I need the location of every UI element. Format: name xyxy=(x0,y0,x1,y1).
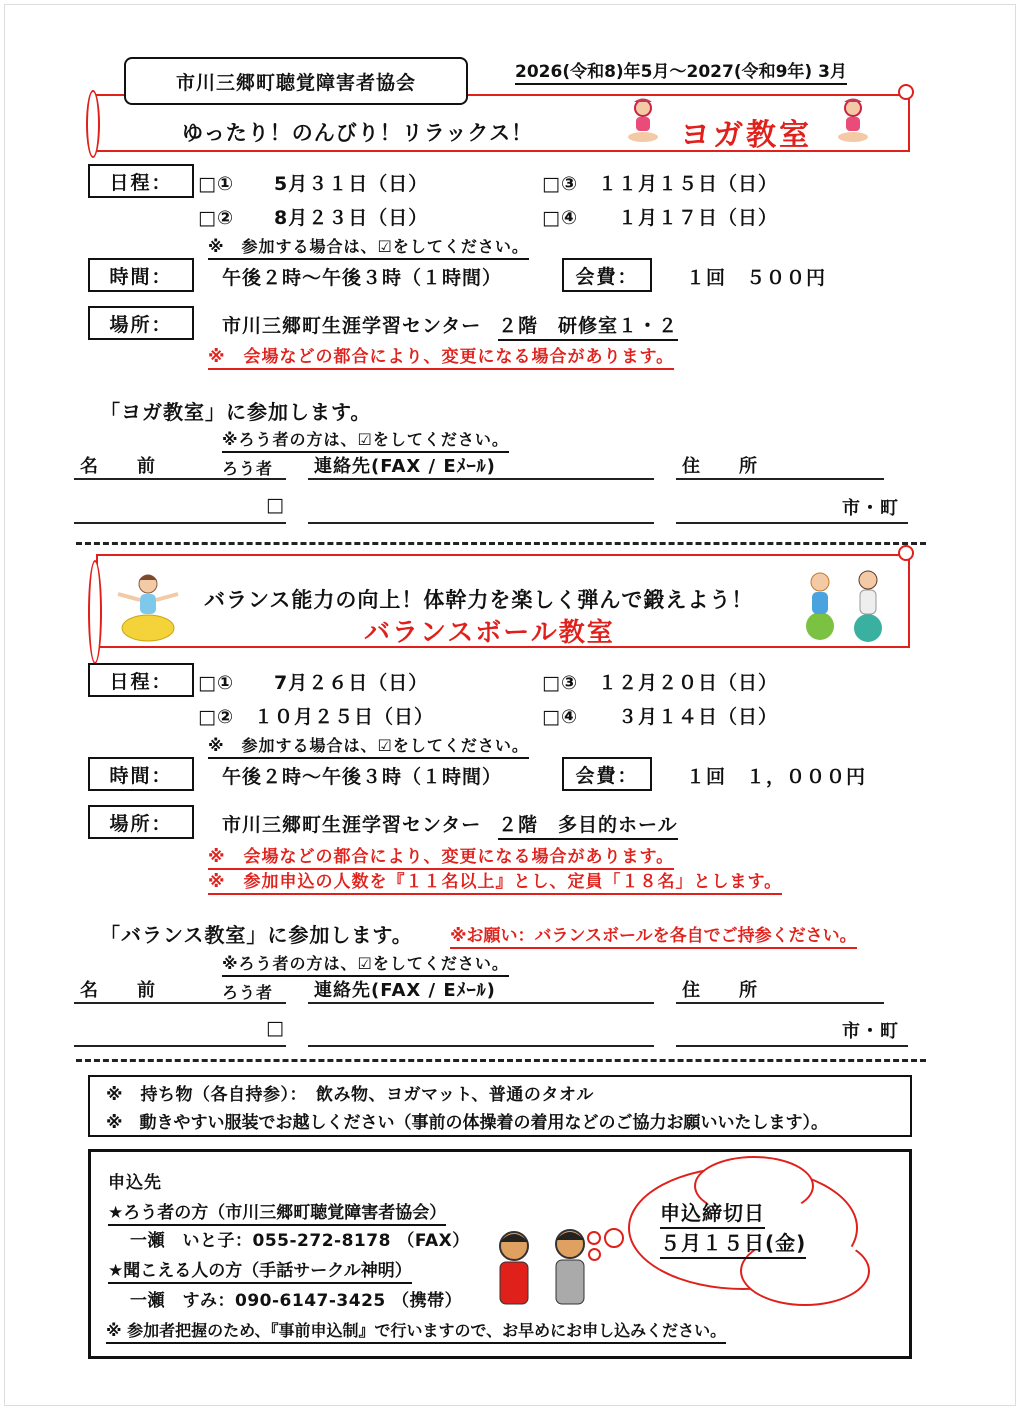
yoga-col-contact: 連絡先(FAX / Eﾒｰﾙ) xyxy=(314,456,496,477)
yoga-contact-input-line[interactable] xyxy=(308,522,654,524)
yoga-city-label: 市・町 xyxy=(842,498,899,519)
yoga-date-3[interactable]: □③ １１月１５日（日） xyxy=(542,173,779,195)
balance-col-address: 住 所 xyxy=(682,980,758,1001)
yoga-place-label: 場所： xyxy=(88,306,194,340)
balance-pair-icon xyxy=(796,566,896,646)
balance-time-label: 時間： xyxy=(88,757,194,791)
scroll-curl-right xyxy=(898,84,914,100)
balance-fee-label: 会費： xyxy=(562,757,652,791)
balance-name-input-line[interactable] xyxy=(74,1045,286,1047)
apply-hearing-heading: ★聞こえる人の方（手話サークル神明） xyxy=(108,1256,412,1284)
apply-title: 申込先 xyxy=(108,1173,162,1193)
yoga-fee-label: 会費： xyxy=(562,258,652,292)
balance-date-3[interactable]: □③ １２月２０日（日） xyxy=(542,672,779,694)
balance-contact-input-line[interactable] xyxy=(308,1045,654,1047)
balance-request: ※お願い：バランスボールを各自でご持参ください。 xyxy=(450,921,857,949)
balance-title: バランスボール教室 xyxy=(364,618,615,648)
balance-col-deaf: ろう者 xyxy=(222,983,274,1002)
yoga-warning: ※ 会場などの都合により、変更になる場合があります。 xyxy=(208,342,674,370)
yoga-check-note: ※ 参加する場合は、☑をしてください。 xyxy=(208,234,529,260)
apply-note: ※ 参加者把握のため、『事前申込制』で行いますので、お早めにお申し込みください。 xyxy=(106,1318,726,1344)
balance-place-name: 市川三郷町生涯学習センター xyxy=(222,814,482,836)
balance-fee-value: １回 １，０００円 xyxy=(686,766,867,788)
yoga-date-1[interactable]: □① 5月３１日（日） xyxy=(198,173,429,195)
note-belongings: ※ 持ち物（各自持参）： 飲み物、ヨガマット、普通のタオル xyxy=(106,1085,594,1105)
balance-warning-2: ※ 参加申込の人数を『１１名以上』とし、定員「１８名」とします。 xyxy=(208,867,782,895)
scroll-curl-right-2 xyxy=(898,545,914,561)
yoga-col-address: 住 所 xyxy=(682,456,758,477)
balance-header-line-3 xyxy=(676,1002,884,1004)
balance-deaf-note: ※ろう者の方は、☑をしてください。 xyxy=(222,951,509,977)
balance-time-value: 午後２時～午後３時（１時間） xyxy=(222,766,503,788)
balance-date-4[interactable]: □④ ３月１４日（日） xyxy=(542,706,779,728)
yoga-date-2[interactable]: □② 8月２３日（日） xyxy=(198,207,429,229)
yoga-header-line-1 xyxy=(74,478,286,480)
yoga-schedule-label: 日程： xyxy=(88,164,194,198)
yoga-header-line-2 xyxy=(308,478,654,480)
balance-catchphrase: バランス能力の向上！体幹力を楽しく弾んで鍛えよう！ xyxy=(204,588,754,612)
period: 2026(令和8)年5月～2027(令和9年) 3月 xyxy=(515,57,847,85)
balance-join-text: 「バランス教室」に参加します。 xyxy=(100,923,413,947)
balance-schedule-label: 日程： xyxy=(88,663,194,697)
deadline-cloud-bubble-2 xyxy=(588,1248,601,1261)
balance-header-line-2 xyxy=(308,1002,654,1004)
balance-city-label: 市・町 xyxy=(842,1021,899,1042)
cut-line-2 xyxy=(76,1059,926,1062)
yoga-deaf-note: ※ろう者の方は、☑をしてください。 xyxy=(222,427,509,453)
scroll-curl-left-2 xyxy=(88,560,102,664)
scroll-curl-left xyxy=(86,90,100,158)
balance-col-contact: 連絡先(FAX / Eﾒｰﾙ) xyxy=(314,980,496,1001)
deadline-cloud-bubble-1 xyxy=(604,1228,624,1248)
yoga-join-text: 「ヨガ教室」に参加します。 xyxy=(100,400,372,424)
sign-language-people-icon xyxy=(486,1224,606,1308)
yoga-title: ヨガ教室 xyxy=(680,118,812,153)
cut-line-1 xyxy=(76,542,926,545)
yoga-deaf-checkbox[interactable]: □ xyxy=(266,494,285,516)
apply-deaf-heading: ★ろう者の方（市川三郷町聴覚障害者協会） xyxy=(108,1198,446,1226)
yoga-time-value: 午後２時～午後３時（１時間） xyxy=(222,267,503,289)
balance-warning-1: ※ 会場などの都合により、変更になる場合があります。 xyxy=(208,842,674,870)
yoga-col-name: 名 前 xyxy=(80,456,156,477)
balance-header-line-1 xyxy=(74,1002,286,1004)
deadline-date: ５月１５日(金) xyxy=(660,1227,806,1259)
balance-date-2[interactable]: □② １０月２５日（日） xyxy=(198,706,435,728)
yoga-person-icon xyxy=(626,98,660,144)
yoga-place-room: ２階 研修室１・２ xyxy=(498,311,678,341)
yoga-place-name: 市川三郷町生涯学習センター xyxy=(222,315,482,337)
org-name-box xyxy=(124,57,468,105)
balance-date-1[interactable]: □① 7月２６日（日） xyxy=(198,672,429,694)
apply-hearing-contact: 一瀬 すみ：090-6147-3425 （携帯） xyxy=(130,1291,463,1311)
yoga-date-4[interactable]: □④ １月１７日（日） xyxy=(542,207,779,229)
yoga-fee-value: １回 ５００円 xyxy=(686,267,827,289)
yoga-name-input-line[interactable] xyxy=(74,522,286,524)
apply-deaf-contact: 一瀬 いと子：055-272-8178 （FAX） xyxy=(130,1231,470,1251)
org-name: 市川三郷町聴覚障害者協会 xyxy=(175,71,416,94)
yoga-address-input-line[interactable] xyxy=(676,522,908,524)
balance-address-input-line[interactable] xyxy=(676,1045,908,1047)
note-clothing: ※ 動きやすい服装でお越しください（事前の体操着の着用などのご協力お願いいたします）。 xyxy=(106,1113,829,1133)
balance-check-note: ※ 参加する場合は、☑をしてください。 xyxy=(208,733,529,759)
balance-place-room: ２階 多目的ホール xyxy=(498,810,678,840)
yoga-time-label: 時間： xyxy=(88,258,194,292)
balance-ball-person-icon xyxy=(112,568,184,644)
balance-place-label: 場所： xyxy=(88,805,194,839)
deadline-label: 申込締切日 xyxy=(660,1197,765,1229)
balance-deaf-checkbox[interactable]: □ xyxy=(266,1017,285,1039)
yoga-person-icon-2 xyxy=(836,98,870,144)
yoga-catchphrase: ゆったり！のんびり！リラックス！ xyxy=(182,121,534,145)
balance-col-name: 名 前 xyxy=(80,980,156,1001)
yoga-header-line-3 xyxy=(676,478,884,480)
yoga-col-deaf: ろう者 xyxy=(222,459,274,478)
